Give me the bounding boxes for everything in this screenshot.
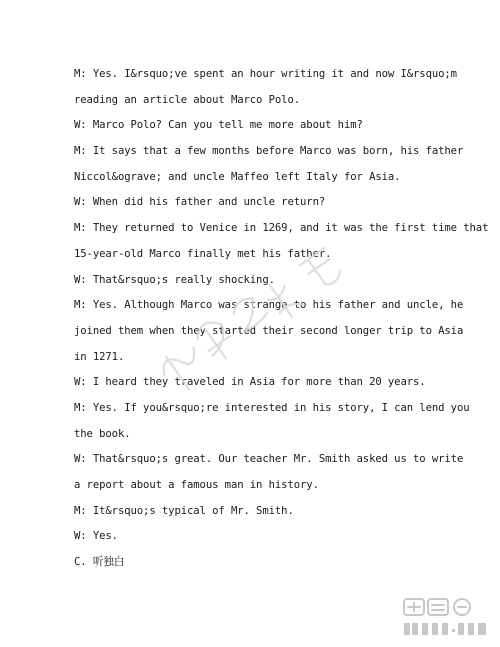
transcript-line: W: That&rsquo;s really shocking. [74, 273, 275, 286]
transcript-line: in 1271. [74, 350, 125, 363]
transcript-line: M: Yes. I&rsquo;ve spent an hour writing it and now I&rsquo;m [74, 68, 457, 80]
transcript-line: M: It&rsquo;s typical of Mr. Smith. [74, 504, 294, 517]
transcript-line: M: It says that a few months before Marco was born, his father [74, 145, 464, 158]
transcript-line: a report about a famous man in history. [74, 479, 319, 491]
section-heading: C. 听独白 [74, 556, 125, 569]
dialogue-transcript [74, 62, 489, 576]
transcript-line: M: They returned to Venice in 1269, and it was the first time that [74, 222, 489, 235]
transcript-line: W: That&rsquo;s great. Our teacher Mr. Smith asked us to write [74, 453, 464, 466]
transcript-line: W: When did his father and uncle return? [74, 196, 326, 209]
transcript-line: W: Marco Polo? Can you tell me more about him? [74, 119, 363, 132]
transcript-line: reading an article about Marco Polo. [74, 93, 301, 106]
transcript-line: the book. [74, 427, 131, 440]
transcript-line: M: Yes. If you&rsquo;re interested in his story, I can lend you [74, 401, 470, 414]
transcript-line: W: Yes. [74, 530, 118, 543]
transcript-line: joined them when they started their second longer trip to Asia [74, 324, 464, 337]
transcript-line: M: Yes. Although Marco was strange to his father and uncle, he [74, 299, 464, 312]
transcript-line: 15-year-old Marco finally met his father. [74, 247, 332, 260]
transcript-line: Niccol&ograve; and uncle Maffeo left Italy for Asia. [74, 170, 401, 183]
transcript-line: W: I heard they traveled in Asia for more than 20 years. [74, 376, 426, 389]
site-logo [400, 595, 490, 641]
